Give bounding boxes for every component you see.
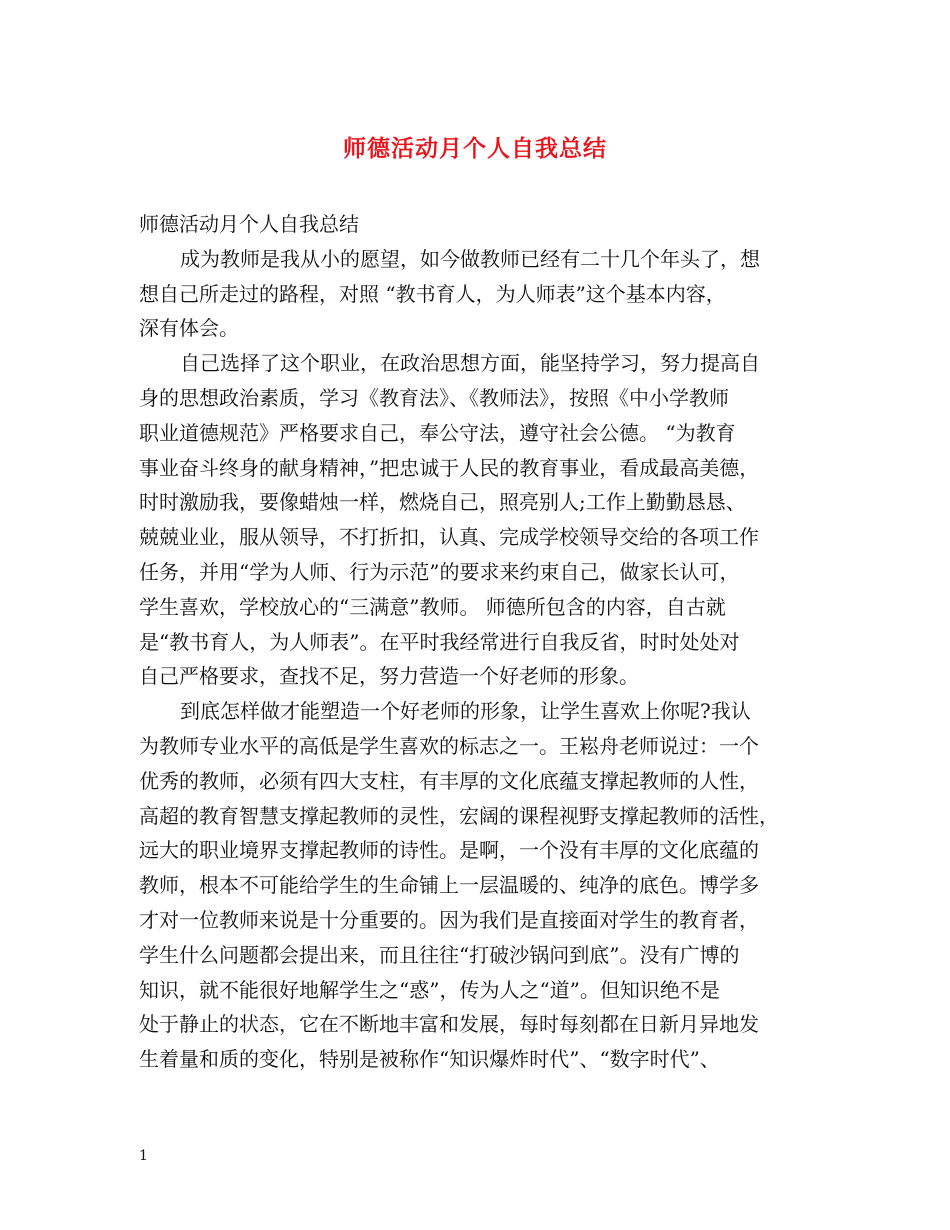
text-line: 职业道德规范》严格要求自己，奉公守法，遵守社会公德。 “为教育 [139, 420, 736, 445]
text-line: 深有体会。 [139, 316, 239, 341]
text-line: 处于静止的状态，它在不断地丰富和发展，每时每刻都在日新月异地发 [139, 1012, 759, 1037]
text-line: 优秀的教师，必须有四大支柱，有丰厚的文化底蕴支撑起教师的人性， [139, 768, 759, 793]
document-title: 师德活动月个人自我总结 [343, 135, 607, 162]
text-line: 学生什么问题都会提出来，而且往往“打破沙锅问到底”。没有广博的 [139, 942, 740, 967]
text-line: 到底怎样做才能塑造一个好老师的形象，让学生喜欢上你呢?我认 [180, 699, 751, 724]
text-line: 知识，就不能很好地解学生之“惑”，传为人之“道”。但知识绝不是 [139, 977, 720, 1002]
document-body [139, 207, 829, 1077]
text-line: 兢兢业业，服从领导，不打折扣，认真、完成学校领导交给的各项工作 [139, 525, 759, 550]
text-line: 时时激励我，要像蜡烛一样，燃烧自己，照亮别人;工作上勤勤恳恳、 [139, 490, 746, 515]
text-line: 想自己所走过的路程，对照 “教书育人，为人师表”这个基本内容， [139, 281, 726, 306]
text-line: 是“教书育人，为人师表”。在平时我经常进行自我反省，时时处处对 [139, 629, 740, 654]
text-line: 师德活动月个人自我总结 [139, 212, 359, 236]
text-line: 自己选择了这个职业，在政治思想方面，能坚持学习，努力提高自 [180, 351, 760, 376]
text-line: 生着量和质的变化，特别是被称作“知识爆炸时代”、“数字时代”、 [139, 1047, 720, 1072]
text-line: 自己严格要求，查找不足，努力营造一个好老师的形象。 [139, 664, 639, 689]
text-line: 教师，根本不可能给学生的生命铺上一层温暖的、纯净的底色。博学多 [139, 873, 759, 898]
text-line: 事业奋斗终身的献身精神，”把忠诚于人民的教育事业，看成最高美德， [139, 455, 760, 480]
page-number: 1 [139, 1148, 148, 1164]
text-line: 高超的教育智慧支撑起教师的灵性，宏阔的课程视野支撑起教师的活性， [139, 803, 779, 828]
text-line: 成为教师是我从小的愿望，如今做教师已经有二十几个年头了，想 [180, 246, 760, 271]
text-line: 为教师专业水平的高低是学生喜欢的标志之一。王崧舟老师说过：一个 [139, 733, 759, 758]
text-line: 学生喜欢，学校放心的“三满意”教师。 师德所包含的内容，自古就 [139, 594, 726, 619]
text-line: 远大的职业境界支撑起教师的诗性。是啊，一个没有丰厚的文化底蕴的 [139, 838, 759, 863]
text-line: 身的思想政治素质，学习《教育法》、《教师法》，按照《中小学教师 [139, 385, 729, 410]
text-line: 任务，并用“学为人师、行为示范”的要求来约束自己，做家长认可， [139, 559, 740, 584]
text-line: 才对一位教师来说是十分重要的。因为我们是直接面对学生的教育者， [139, 907, 759, 932]
